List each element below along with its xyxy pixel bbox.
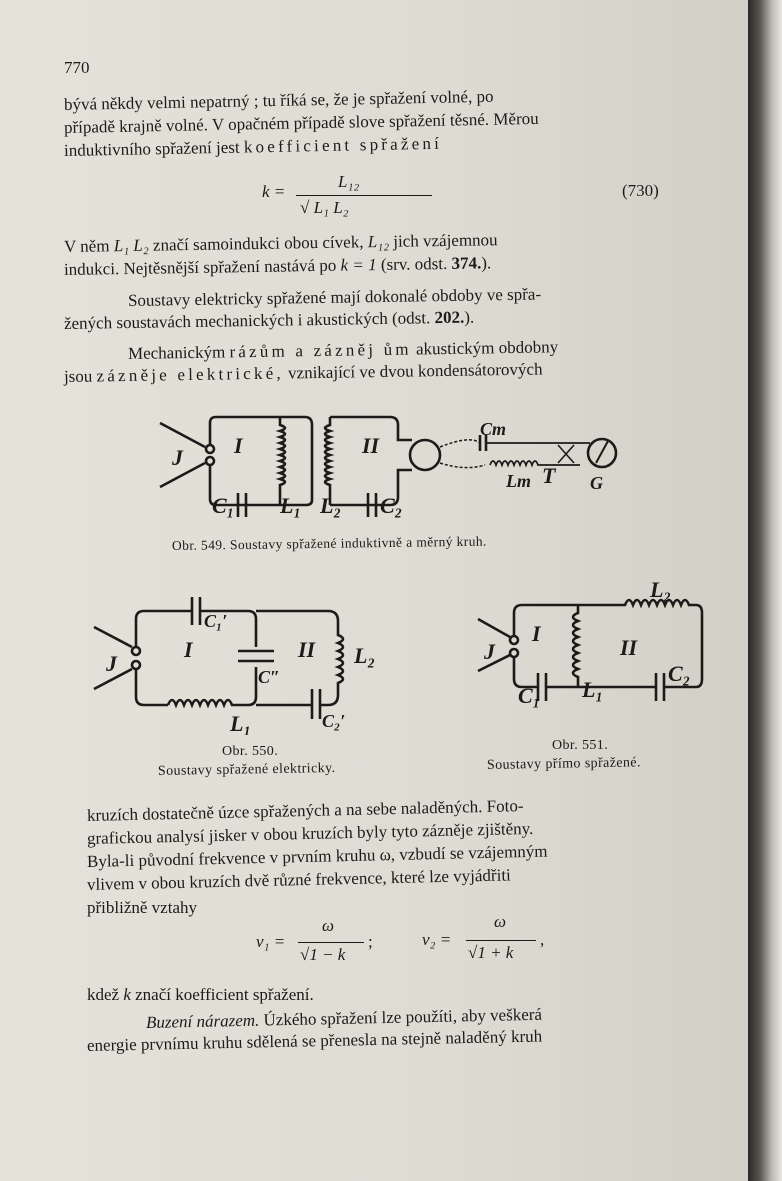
fig550-label-C2p: C₂′ <box>322 711 346 731</box>
p2-symbol-l12: L₁₂ <box>367 231 390 252</box>
p3-text-a: žených soustavách mechanických i akustických (odst. <box>63 308 435 333</box>
eq730-numerator: L₁₂ <box>338 172 360 191</box>
eq-fraction-line-1 <box>298 942 364 943</box>
p4-text-f: vznikající ve dvou kondensátorových <box>283 359 543 383</box>
p7-heading: Buzení nárazem. <box>145 1010 260 1032</box>
fig549-label-C1: C₁ <box>212 493 235 518</box>
coil-L1 <box>280 417 285 505</box>
fig549-label-T: T <box>542 463 556 488</box>
fig550-label-L1: L₁ <box>230 711 252 735</box>
p6-text-a: kdež <box>87 985 124 1004</box>
fig549-label-II: II <box>362 433 380 458</box>
eq730-lhs: k = <box>262 182 286 201</box>
eq-fraction-line-2 <box>466 940 536 941</box>
p2-ref-374: 374. <box>451 253 482 273</box>
eq-num2: ω <box>494 912 507 931</box>
eq-end: , <box>540 930 545 949</box>
fig549-label-Lm: Lm <box>506 471 531 491</box>
fig551-label-II: II <box>620 635 638 660</box>
spark-ball-top <box>510 636 518 644</box>
fig551-label-C1: C₁ <box>518 683 541 708</box>
fig551-caption-title: Obr. 551. <box>552 738 609 753</box>
galvanometer-needle <box>596 441 608 463</box>
circuit-I-wire <box>136 611 256 705</box>
fig551-label-J: J <box>484 639 495 664</box>
eq730-tag: (730) <box>622 181 659 200</box>
para1-line1: bývá někdy velmi nepatrný ; tu říká se, že je spřažení volné, po <box>63 86 494 114</box>
spark-ball-top <box>206 445 214 453</box>
spark-electrode-top <box>160 423 205 447</box>
spark-electrode-top <box>94 627 132 647</box>
resonator-ball <box>410 440 440 470</box>
eq730-denominator: √ L₁ L₂ <box>300 198 349 217</box>
p2-k-equals-1: k = 1 <box>340 255 377 275</box>
fig550-label-C1p: C₁′ <box>204 611 228 631</box>
p7-text-b: Úzkého spřažení lze použíti, aby veškerá <box>259 1004 543 1030</box>
para5-line1: kruzích dostatečně úzce spřažených a na sebe naladěných. Foto- <box>86 796 524 825</box>
eq-nu1: ν₁ = <box>256 932 286 951</box>
fig550-label-II: II <box>298 637 316 662</box>
p3-ref-202: 202. <box>434 307 465 328</box>
fig549-label-Cm: Cm <box>480 419 507 439</box>
p4-text-c: akustickým obdobny <box>411 337 559 359</box>
circuit-I-wire <box>210 417 312 505</box>
spark-ball-top <box>132 647 140 655</box>
figure-549 <box>150 405 640 530</box>
p2-text-e: jich vzájemnou <box>388 230 498 251</box>
fig550-label-L2: L₂ <box>354 643 376 668</box>
fig549-label-L2: L₂ <box>320 493 342 518</box>
thermocouple-T <box>558 445 574 463</box>
fig550-label-J: J <box>106 651 117 676</box>
p2-symbol-l1l2: L₁ L₂ <box>113 235 149 256</box>
fig550-label-I: I <box>184 637 193 662</box>
spark-ball-bottom <box>206 457 214 465</box>
circuit-I-wire <box>514 605 620 687</box>
p2-text-g: (srv. odst. <box>376 253 452 275</box>
measuring-loop <box>440 440 485 468</box>
fig549-label-I: I <box>234 433 243 458</box>
eq-den2: √1 + k <box>468 943 514 962</box>
coil-Lm <box>486 443 590 465</box>
coil-L2 <box>325 417 330 505</box>
p2-text-c: značí samoindukci obou cívek, <box>148 232 368 255</box>
p2-text-h: ). <box>481 253 492 273</box>
fig549-label-C2: C₂ <box>380 493 403 518</box>
p4-term-zazneje: záznějе elektrické, <box>96 363 284 386</box>
fig551-label-I: I <box>532 621 541 646</box>
para5-line5: přibližně vztahy <box>87 898 197 917</box>
eq-den1: √1 − k <box>300 945 346 964</box>
eq-nu2: ν₂ = <box>422 930 452 949</box>
circuit-II-wire <box>330 417 412 505</box>
fig551-label-L2: L₂ <box>650 577 672 602</box>
p4-term-razum: rázům a zázněj ům <box>229 339 412 362</box>
fig549-label-G: G <box>590 473 603 493</box>
p4-text-d: jsou <box>63 366 97 386</box>
fig550-caption: Soustavy spřažené elektricky. <box>157 760 336 779</box>
p6-text-c: značí koefficient spřažení. <box>130 985 314 1004</box>
p4-text-a: Mechanickým <box>127 342 230 363</box>
para3-line1: Soustavy elektricky spřažené mají dokonalé obdoby ve spřa- <box>127 284 542 310</box>
figure-551 <box>470 575 710 715</box>
para5-line2: grafickou analysí jisker v obou kruzích byly tyto záznějе zjištěny. <box>86 818 534 848</box>
p2-text-f: indukci. Nejtěsnější spřažení nastává po <box>63 255 341 279</box>
fig549-caption: Obr. 549. Soustavy spřažené induktivně a měrný kruh. <box>171 533 487 553</box>
eq-separator: ; <box>368 932 373 951</box>
spark-electrode-top <box>478 619 510 637</box>
fig550-label-C2pp: C″ <box>258 667 280 687</box>
fig549-label-L1: L₁ <box>280 493 302 518</box>
para6 <box>87 984 314 1006</box>
spark-ball-bottom <box>510 649 518 657</box>
fig550-caption-title: Obr. 550. <box>222 744 279 759</box>
para7-line2: energie prvnímu kruhu sdělená se přenesla na stejně naladěný kruh <box>86 1026 543 1055</box>
p6-symbol-k: k <box>123 985 131 1004</box>
circuit-I-lower <box>136 669 168 705</box>
fig551-label-L1: L₁ <box>582 677 604 702</box>
eq730-fraction-line <box>296 195 432 196</box>
fig549-label-J: J <box>172 445 183 470</box>
para1-line3-plain: induktivního spřažení jest <box>63 137 245 160</box>
term-koefficient: koefficient spřažení <box>243 133 443 157</box>
figure-550 <box>88 585 408 735</box>
book-spine <box>748 0 782 1181</box>
fig551-caption: Soustavy přímo spřažené. <box>486 755 641 773</box>
p3-text-c: ). <box>464 307 475 327</box>
para1-line2: případě krajně volné. V opačném případě slove spřažení těsné. Měrou <box>63 108 539 137</box>
para5-line3: Byla-li původní frekvence v prvním kruhu ω, vzbudí se vzájemným <box>86 841 548 871</box>
coil-L1 <box>573 605 578 687</box>
p2-text-a: V něm <box>63 236 114 256</box>
spark-ball-bottom <box>132 661 140 669</box>
coil-L1 <box>168 700 234 705</box>
page-number: 770 <box>64 58 90 77</box>
para5-line4: vlivem v obou kruzích dvě různé frekvence, které lze vyjádřiti <box>86 865 511 894</box>
eq-num1: ω <box>322 916 335 935</box>
fig551-label-C2: C₂ <box>668 661 691 686</box>
